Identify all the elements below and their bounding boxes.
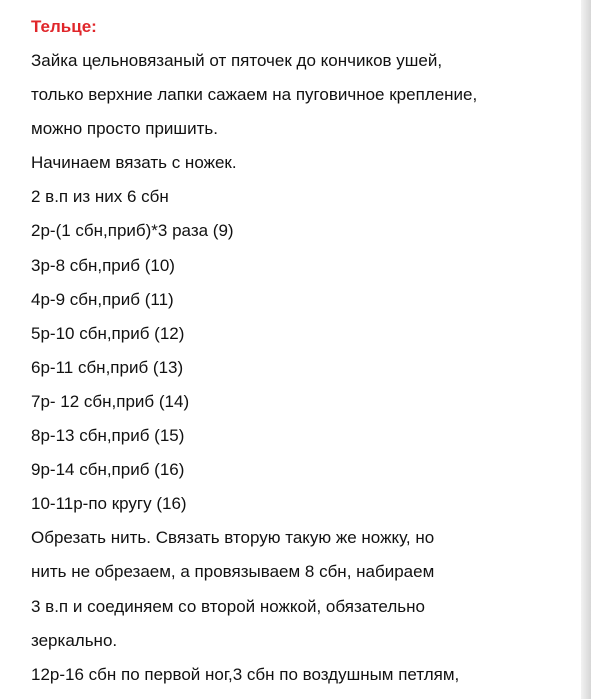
document-content xyxy=(31,10,576,692)
page-edge-shadow xyxy=(581,0,591,699)
text-line: 8р-13 сбн,приб (15) xyxy=(31,426,185,446)
text-line: 2 в.п из них 6 сбн xyxy=(31,187,169,207)
section-heading: Тельце: xyxy=(31,17,97,36)
text-line: 3 в.п и соединяем со второй ножкой, обязательно xyxy=(31,596,425,616)
text-line: нить не обрезаем, а провязываем 8 сбн, набираем xyxy=(31,562,435,582)
text-line: 2р-(1 сбн,приб)*3 раза (9) xyxy=(31,221,234,241)
text-line: 10-11р-по кругу (16) xyxy=(31,494,187,514)
text-line: Зайка цельновязаный от пяточек до кончиков ушей, xyxy=(31,51,443,70)
text-line: зеркально. xyxy=(31,630,118,650)
text-line: 4р-9 сбн,приб (11) xyxy=(31,289,174,309)
text-line: 3р-8 сбн,приб (10) xyxy=(31,255,175,275)
text-line: Обрезать нить. Связать вторую такую же ножку, но xyxy=(31,528,435,548)
text-line: 6р-11 сбн,приб (13) xyxy=(31,357,184,377)
text-line: 7р- 12 сбн,приб (14) xyxy=(31,391,190,411)
text-line: Начинаем вязать с ножек. xyxy=(31,153,237,173)
text-line: 5р-10 сбн,приб (12) xyxy=(31,323,185,343)
text-line: 12р-16 сбн по первой ног,3 сбн по воздушным петлям, xyxy=(31,664,460,684)
text-line: только верхние лапки сажаем на пуговичное крепление, xyxy=(31,85,478,105)
text-line: 9р-14 сбн,приб (16) xyxy=(31,460,185,480)
text-line: можно просто пришить. xyxy=(31,119,218,139)
